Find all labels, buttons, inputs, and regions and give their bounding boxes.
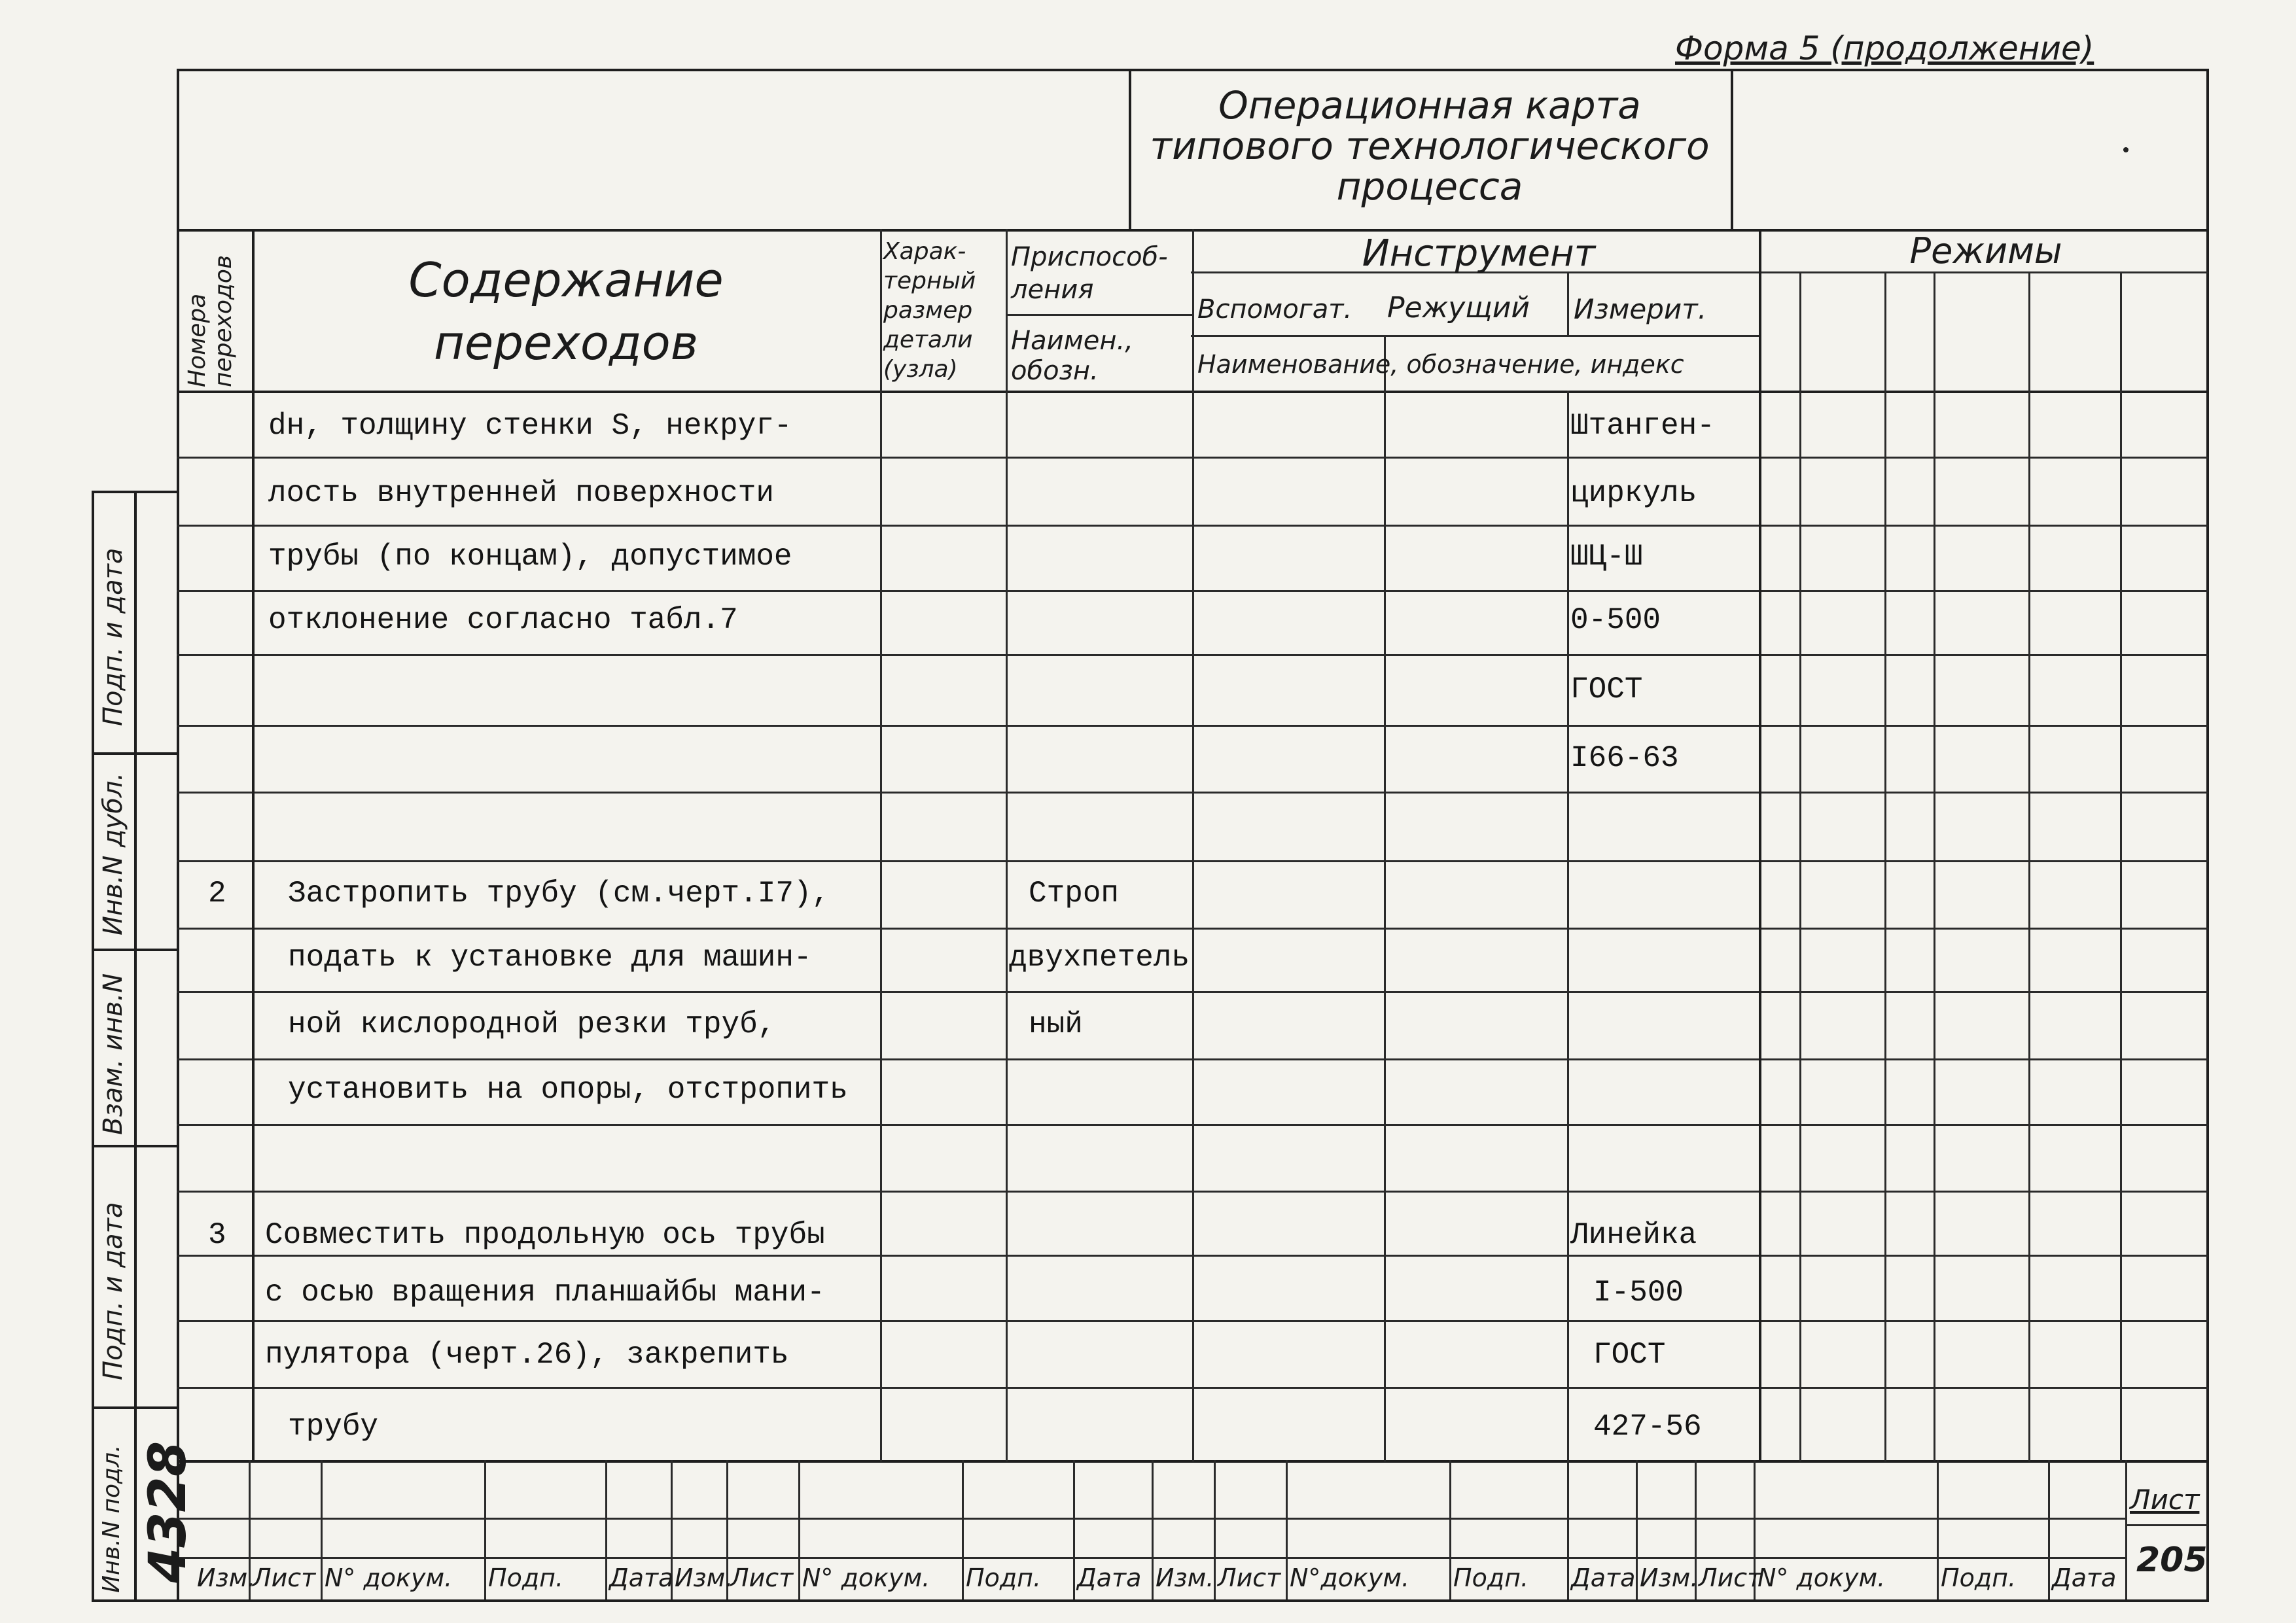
- title-dot: [2123, 147, 2128, 152]
- transition-content: трубы (по концам), допустимое: [268, 540, 792, 574]
- header-instrument: Инструмент: [1362, 232, 1596, 275]
- stamp-divider: [1073, 1460, 1075, 1599]
- header-char-size: Харак- терный размер детали (узла): [883, 238, 976, 383]
- measuring-tool: Линейка: [1570, 1218, 1697, 1252]
- fixture-name: двухпетель: [1009, 941, 1190, 975]
- header-modes: Режимы: [1909, 230, 2062, 271]
- stamp-label: Дата: [2052, 1563, 2117, 1592]
- header-instr-cut: Режущий: [1387, 291, 1530, 324]
- side-label-1: Подп. и дата: [98, 548, 128, 726]
- transition-content: dн, толщину стенки S, некруг-: [268, 409, 792, 443]
- measuring-tool: 0-500: [1570, 603, 1661, 637]
- fixture-name: Строп: [1029, 877, 1120, 911]
- stamp-label: Подп.: [1453, 1563, 1529, 1592]
- stamp-label: N°докум.: [1290, 1563, 1410, 1592]
- stamp-divider: [605, 1460, 607, 1599]
- measuring-tool: ШЦ-Ш: [1570, 540, 1643, 574]
- transition-content: с осью вращения планшайбы мани-: [265, 1276, 825, 1310]
- inventory-number: 4328: [139, 1440, 198, 1583]
- stamp-label: Лист: [1218, 1563, 1281, 1592]
- fixture-name: ный: [1029, 1007, 1083, 1041]
- stamp-label: Лист: [730, 1563, 794, 1592]
- step-number: 2: [208, 877, 226, 911]
- side-label-3: Взам. инв.N: [98, 973, 128, 1135]
- stamp-divider: [2048, 1460, 2050, 1599]
- transition-content: отклонение согласно табл.7: [268, 603, 738, 637]
- card-title: [1142, 85, 1718, 207]
- stamp-divider: [484, 1460, 486, 1599]
- stamp-label: Дата: [1077, 1563, 1142, 1592]
- header-fixtures: Приспособ- ления: [1011, 242, 1168, 305]
- measuring-tool: Штанген-: [1570, 409, 1715, 443]
- stamp-label: Изм.: [675, 1563, 733, 1592]
- transition-content: ной кислородной резки труб,: [288, 1007, 776, 1041]
- transition-content: трубу: [288, 1410, 379, 1444]
- stamp-divider: [321, 1460, 323, 1599]
- header-instr-naming: Наименование, обозначение, индекс: [1197, 350, 1684, 379]
- transition-content: установить на опоры, отстропить: [288, 1073, 848, 1107]
- header-step-number: Номера переходов: [184, 254, 237, 387]
- transition-content: подать к установке для машин-: [288, 941, 812, 975]
- transition-content: лость внутренней поверхности: [268, 476, 774, 510]
- header-instr-aux: Вспомогат.: [1197, 294, 1352, 324]
- header-content: Содержание переходов: [408, 253, 724, 370]
- stamp-label: Изм.: [1640, 1563, 1699, 1592]
- stamp-divider: [962, 1460, 964, 1599]
- stamp-label: Изм.: [197, 1563, 256, 1592]
- header-fixtures-sub: Наимен., обозн.: [1011, 326, 1133, 386]
- stamp-label: Изм.: [1156, 1563, 1214, 1592]
- stamp-label: Лист: [253, 1563, 316, 1592]
- sheet-label: Лист: [2130, 1484, 2200, 1516]
- stamp-divider: [1636, 1460, 1638, 1599]
- stamp-label: Подп.: [1941, 1563, 2017, 1592]
- stamp-label: Дата: [1571, 1563, 1636, 1592]
- stamp-label: Лист: [1699, 1563, 1762, 1592]
- measuring-tool: ГОСТ: [1593, 1338, 1666, 1372]
- stamp-divider: [1567, 1460, 1569, 1599]
- stamp-divider: [1449, 1460, 1451, 1599]
- card-title-line-1: Операционная карта: [1218, 83, 1641, 128]
- stamp-label: N° докум.: [325, 1563, 453, 1592]
- sheet-number: 205: [2136, 1541, 2208, 1580]
- measuring-tool: I-500: [1593, 1276, 1684, 1310]
- stamp-divider: [1214, 1460, 1216, 1599]
- transition-content: Совместить продольную ось трубы: [265, 1218, 825, 1252]
- stamp-divider: [1286, 1460, 1288, 1599]
- stamp-label: N° докум.: [1757, 1563, 1886, 1592]
- side-label-4: Подп. и дата: [98, 1202, 128, 1380]
- stamp-label: N° докум.: [802, 1563, 930, 1592]
- side-label-2: Инв.N дубл.: [98, 772, 128, 935]
- stamp-label: Подп.: [488, 1563, 564, 1592]
- stamp-divider: [1937, 1460, 1939, 1599]
- transition-content: пулятора (черт.26), закрепить: [265, 1338, 789, 1372]
- measuring-tool: ГОСТ: [1570, 672, 1643, 707]
- header-instr-meas: Измерит.: [1574, 293, 1707, 325]
- form-label: Форма 5 (продолжение): [1675, 29, 2094, 67]
- side-label-5: Инв.N подл.: [98, 1444, 125, 1593]
- measuring-tool: циркуль: [1570, 476, 1697, 510]
- transition-content: Застропить трубу (см.черт.I7),: [288, 877, 830, 911]
- stamp-divider: [798, 1460, 800, 1599]
- step-number: 3: [208, 1218, 226, 1252]
- card-title-line-2: типового технологического: [1150, 124, 1710, 168]
- card-title-line-3: процесса: [1336, 164, 1523, 209]
- measuring-tool: 427-56: [1593, 1410, 1702, 1444]
- measuring-tool: I66-63: [1570, 741, 1679, 775]
- stamp-divider: [1152, 1460, 1154, 1599]
- stamp-label: Дата: [609, 1563, 674, 1592]
- stamp-label: Подп.: [966, 1563, 1042, 1592]
